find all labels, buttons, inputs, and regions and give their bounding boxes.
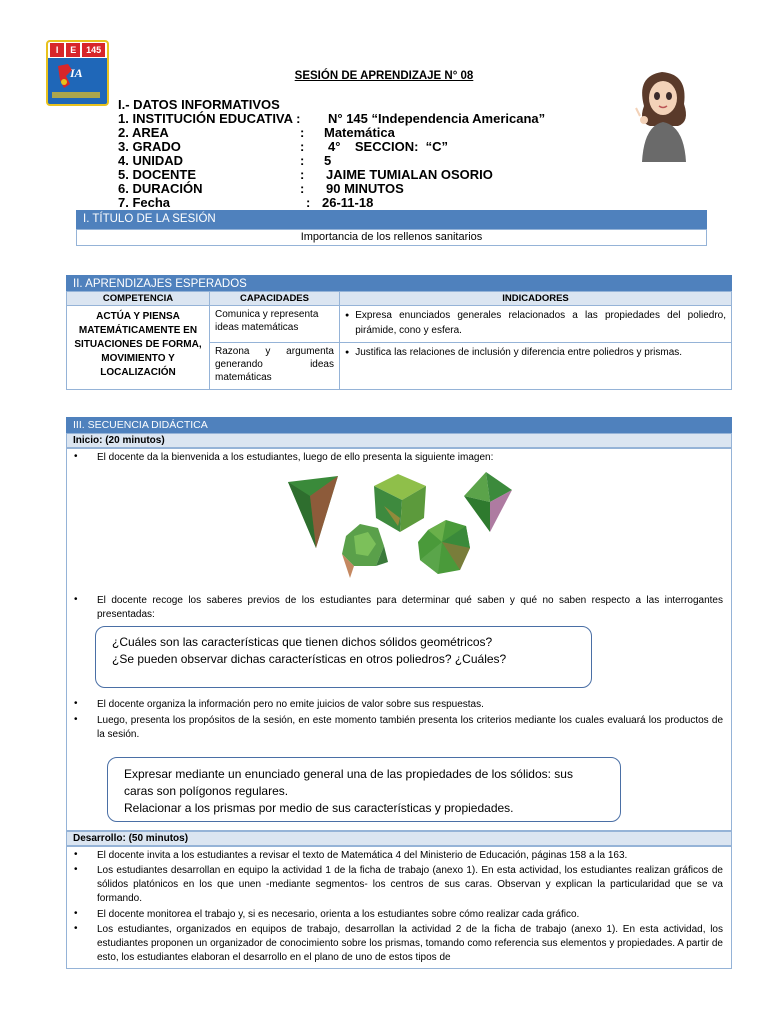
datos-label-institucion: 1. INSTITUCIÓN EDUCATIVA : [118,111,301,126]
competencia-cell: ACTÚA Y PIENSA MATEMÁTICAMENTE EN SITUACIONES DE FORMA, MOVIMIENTO Y LOCALIZACIÓN [67,306,210,390]
purpose-2: Relacionar a los prismas por medio de sus características y propiedades. [124,801,514,815]
logo-number: 145 [82,43,105,57]
logo-letter-i: I [50,43,64,57]
inicio-item-3: El docente organiza la información pero no emite juicios de valor sobre sus respuestas. [97,699,484,710]
datos-colon: : [300,125,305,140]
divider [66,846,732,847]
desarrollo-item-1: El docente invita a los estudiantes a revisar el texto de Matemática 4 del Ministerio de Educación, páginas 158 a la 163. [97,850,628,861]
bullet-icon: • [74,908,78,919]
bullet-icon: • [74,698,78,709]
aprendizajes-header-row [67,292,732,306]
datos-value-docente: JAIME TUMIALAN OSORIO [326,167,493,182]
desarrollo-item-4: Los estudiantes, organizados en equipos de trabajo, desarrollan la actividad 2 de la ficha de trabajo (anexo 1). En esta actividad, los estudiantes proponen un organizador de conocimiento sobre los prismas, tomando como referencia sus elementos y propiedades. A partir de esto, los estudiantes elaboran el desarrollo en el plano de uno de estos tipos de [97,924,723,963]
datos-value-area: Matemática [324,125,395,140]
datos-label-area: 2. AREA [118,125,169,140]
datos-label-grado: 3. GRADO [118,139,181,154]
titulo-value: Importancia de los rellenos sanitarios [76,229,707,246]
datos-value-institucion: N° 145 “Independencia Americana” [328,111,546,126]
datos-label-duracion: 6. DURACIÓN [118,181,203,196]
bullet-icon: ● [345,312,350,319]
datos-value-grado: 4° SECCION: “C” [328,139,449,154]
purposes-box [107,757,621,822]
aprendizajes-row [67,306,732,343]
bullet-icon: • [74,849,78,860]
header-indicadores: INDICADORES [340,292,732,306]
header-competencia: COMPETENCIA [67,292,210,306]
header-capacidades: CAPACIDADES [210,292,340,306]
polyhedra-image [280,466,536,592]
datos-value-fecha: 26-11-18 [322,195,374,210]
desarrollo-label: Desarrollo: (50 minutos) [66,831,732,846]
datos-colon: : [300,153,305,168]
datos-colon: : [300,181,305,196]
indicador-cell [340,306,732,343]
indicador-text: Justifica las relaciones de inclusión y diferencia entre poliedros y prismas. [355,347,683,358]
datos-label-docente: 5. DOCENTE [118,167,197,182]
datos-colon: : [300,139,305,154]
datos-value-unidad: 5 [324,153,332,168]
capacidad-cell: Razona y argumenta generando ideas matemáticas [210,343,340,390]
datos-colon: : [300,167,305,182]
titulo-heading: I. TÍTULO DE LA SESIÓN [76,210,707,229]
logo-ribbon [52,92,100,98]
indicador-text: Expresa enunciados generales relacionados a las propiedades del poliedro, pirámide, cono y esfera. [355,310,726,336]
datos-label-fecha: 7. Fecha [118,195,171,210]
inicio-item-1: El docente da la bienvenida a los estudiantes, luego de ello presenta la siguiente imagen: [97,452,494,463]
capacidad-cell: Comunica y representa ideas matemáticas [210,306,340,343]
desarrollo-item-3: El docente monitorea el trabajo y, si es necesario, orienta a los estudiantes sobre cómo realizar cada gráfico. [97,909,580,920]
datos-colon: : [306,195,311,210]
bullet-icon: • [74,714,78,725]
question-1: ¿Cuáles son las características que tienen dichos sólidos geométricos? [112,635,493,649]
datos-label-unidad: 4. UNIDAD [118,153,184,168]
inicio-item-2: El docente recoge los saberes previos de los estudiantes para determinar qué saben y qué no saben respecto a las interrogantes presentadas: [97,595,723,620]
secuencia-heading: III. SECUENCIA DIDÁCTICA [66,417,732,433]
inicio-label: Inicio: (20 minutos) [66,433,732,448]
inicio-item-4: Luego, presenta los propósitos de la sesión, en este momento también presenta los criterios mediante los cuales evaluará los productos de la sesión. [97,715,723,740]
datos-value-duracion: 90 MINUTOS [326,181,404,196]
purpose-1: Expresar mediante un enunciado general una de las propiedades de los sólidos: sus caras son polígonos regulares. [124,767,573,798]
bullet-icon: • [74,594,78,605]
logo-letter-e: E [66,43,80,57]
indicador-cell [340,343,732,390]
aprendizajes-heading: II. APRENDIZAJES ESPERADOS [66,275,732,292]
logo-mark: IA [70,66,83,80]
bullet-icon: • [74,923,78,934]
bullet-icon: • [74,864,78,875]
bullet-icon: • [74,451,78,462]
bullet-icon: ● [345,349,350,356]
datos-heading: I.- DATOS INFORMATIVOS [118,97,280,112]
aprendizajes-table [66,291,732,390]
divider [66,448,732,449]
question-2: ¿Se pueden observar dichas características en otros poliedros? ¿Cuáles? [112,652,507,666]
session-title: SESIÓN DE APRENDIZAJE N° 08 [294,70,474,82]
desarrollo-item-2: Los estudiantes desarrollan en equipo la actividad 1 de la ficha de trabajo (anexo 1). En esta actividad, los estudiantes realizan gráficos de sólidos platónicos en los que unen -mediante segmentos- los centros de sus caras. Observan y explican la particularidad que se va formando. [97,865,723,904]
questions-box [95,626,592,688]
